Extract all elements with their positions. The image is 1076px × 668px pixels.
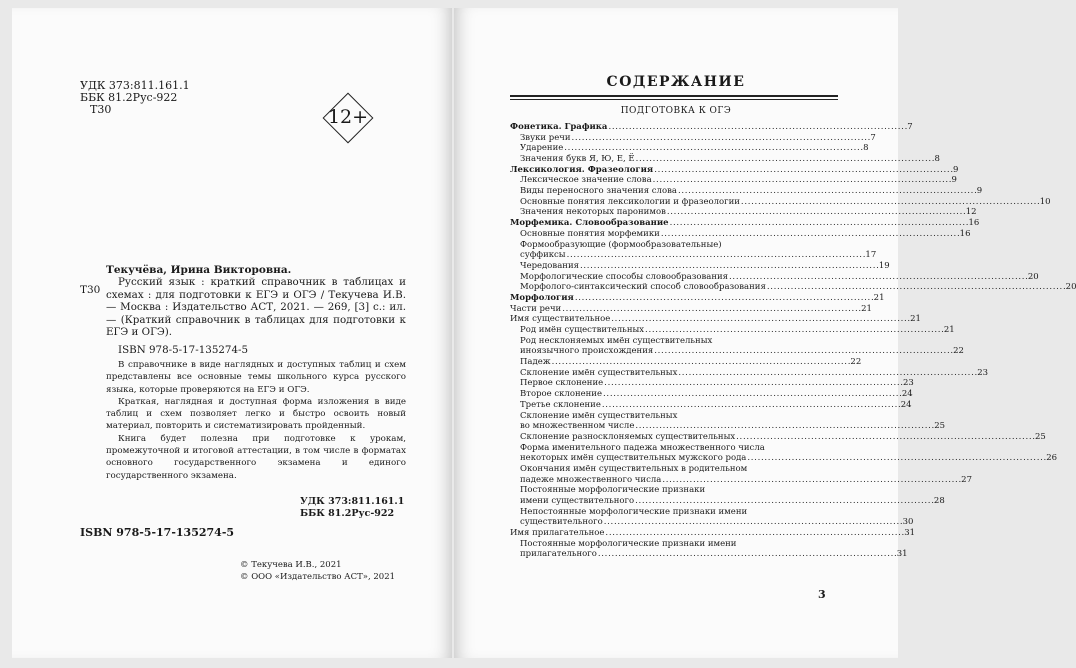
toc-item-page: 16 (968, 218, 980, 229)
toc-item (510, 517, 914, 528)
toc-item-label: Значения букв Я, Ю, Е, Ё (520, 154, 635, 165)
toc-leader-dots (670, 218, 968, 229)
toc-leader-dots (602, 400, 900, 411)
toc-item-label: Основные понятия морфемики (520, 228, 660, 239)
toc-item-label: Имя прилагательное (510, 528, 605, 539)
toc-item (510, 399, 912, 411)
toc-item (510, 421, 946, 432)
toc-item-page: 31 (904, 528, 916, 539)
title-rule (510, 95, 838, 97)
annotation-paragraph: В справочнике в виде наглядных и доступных таблиц и схем представлены все основные темы школьного курса русского языка, которые проверяются на ЕГЭ и ОГЭ. (106, 360, 406, 395)
toc-item-page: 22 (850, 357, 862, 368)
toc-item (510, 164, 959, 176)
toc-item (510, 196, 1051, 208)
page-number: 3 (818, 588, 826, 601)
copyright-line: © Текучева И.В., 2021 (240, 560, 342, 570)
bbk-line: ББК 81.2Рус-922 (80, 91, 178, 104)
toc-item (510, 357, 862, 368)
copyright-block (240, 559, 395, 583)
toc-item-label: Первое склонение (520, 378, 604, 389)
toc-item (510, 175, 957, 186)
toc-item (510, 186, 983, 197)
toc-item-label: Второе склонение (520, 389, 603, 400)
toc-item-page: 25 (934, 421, 946, 432)
toc-item-label: во множественном числе (520, 421, 635, 432)
toc-item-page: 21 (943, 325, 955, 336)
toc-item (510, 367, 989, 379)
toc-item (510, 260, 890, 272)
toc-leader-dots (572, 133, 870, 144)
toc-item-page: 28 (933, 496, 945, 507)
toc-item-label: Части речи (510, 303, 562, 314)
toc-item-page: 17 (865, 250, 877, 261)
isbn-bottom: ISBN 978-5-17-135274-5 (80, 526, 235, 539)
toc-leader-dots (598, 549, 896, 560)
toc-item-label: иноязычного происхождения (520, 346, 654, 357)
toc-item-label: Склонение разносклоняемых существительных (520, 431, 736, 442)
toc-item (510, 250, 877, 261)
toc-item (510, 474, 972, 486)
toc-item-line: Окончания имён существительных в родительном (520, 464, 748, 474)
toc-item (510, 314, 921, 325)
toc-item-page: 19 (878, 260, 890, 271)
toc-item-label: Чередования (520, 260, 579, 271)
toc-leader-dots (747, 453, 1045, 464)
toc-leader-dots (635, 496, 933, 507)
toc-item-page: 16 (959, 228, 971, 239)
t30-code: Т30 (90, 103, 112, 116)
toc-item-label: Ударение (520, 143, 564, 154)
toc-item (510, 207, 977, 219)
toc-item-label: Падеж (520, 357, 551, 368)
toc-item-label: Лексическое значение слова (520, 175, 652, 186)
author-name: Текучёва, Ирина Викторовна. (106, 264, 292, 276)
toc-item-label: Виды переносного значения слова (520, 186, 677, 197)
left-page (12, 8, 452, 658)
toc-leader-dots (661, 229, 959, 240)
toc-item-label: суффиксы (520, 250, 566, 261)
toc-item-label: Фонетика. Графика (510, 121, 608, 132)
toc-item (510, 132, 876, 144)
toc-leader-dots (604, 517, 902, 528)
toc-item-page: 27 (961, 474, 972, 485)
toc-item-page: 23 (977, 367, 989, 378)
toc-item-label: Имя существительное (510, 314, 611, 325)
toc-item-page: 9 (953, 164, 959, 175)
toc-item (510, 528, 916, 539)
toc-item-line: Форма именительного падежа множественного числа (520, 442, 765, 453)
toc-item-label: некоторых имён существительных мужского рода (520, 453, 747, 464)
toc-item-line: Род несклоняемых имён существительных (520, 335, 713, 346)
toc-leader-dots (552, 357, 850, 368)
toc-item-page: 8 (934, 154, 940, 165)
bibliographic-record: Русский язык : краткий справочник в таблицах и схемах : для подготовки к ЕГЭ и ОГЭ / Текучева И.В. — Москва : Издательство АСТ, 2021. — 269, [3] с.: ил. — (Краткий справочник в таблицах для подготовки к ЕГЭ и ОГЭ). (106, 276, 406, 338)
annotation-paragraph: Краткая, наглядная и доступная форма изложения в виде таблиц и схем позволяет легко и быстро освоить новый материал, повторить и систематизировать пройденный. (106, 396, 406, 432)
udk-block-bottom (300, 496, 404, 520)
toc-item-page: 22 (953, 346, 964, 357)
toc-item-label: имени существительного (520, 496, 635, 507)
udk-block-top (80, 80, 190, 116)
udk-line: УДК 373:811.161.1 (300, 496, 405, 507)
toc-leader-dots (605, 528, 903, 539)
toc-leader-dots (575, 293, 873, 304)
toc-leader-dots (635, 421, 933, 432)
toc-item (510, 271, 1039, 283)
toc-item (510, 282, 1076, 293)
toc-item-label: падеже множественного числа (520, 474, 662, 485)
toc-item-page: 21 (861, 303, 872, 314)
toc-item-page: 24 (901, 389, 913, 400)
toc-leader-dots (678, 186, 976, 197)
toc-item-line: Непостоянные морфологические признаки имени (520, 506, 748, 517)
toc-item-label: Значения некоторых паронимов (520, 207, 666, 218)
toc-leader-dots (767, 282, 1065, 293)
isbn-record: ISBN 978-5-17-135274-5 (118, 344, 249, 356)
toc-item (510, 154, 940, 165)
toc-item (510, 121, 913, 133)
toc-item-page: 20 (1027, 271, 1039, 282)
toc-item-page: 7 (907, 121, 913, 132)
toc-item-label: Морфологические способы словообразования (520, 271, 729, 282)
toc-item-label: Род имён существительных (520, 325, 645, 336)
toc-leader-dots (667, 207, 965, 218)
toc-item-label: Звуки речи (520, 132, 571, 143)
toc-leader-dots (611, 314, 909, 325)
toc-item-label: существительного (520, 517, 603, 528)
toc-item-page: 9 (951, 175, 957, 186)
toc-leader-dots (662, 475, 960, 486)
toc-leader-dots (603, 389, 901, 400)
title-rule-thin (510, 99, 838, 100)
annotation-paragraph: Книга будет полезна при подготовке к урокам, промежуточной и итоговой аттестации, в том числе в форматах основного государственного экзамена и единого государственного экзамена. (106, 433, 406, 481)
toc-leader-dots (654, 165, 952, 176)
toc-item (510, 549, 908, 561)
toc-item (510, 431, 1046, 443)
toc-item-page: 21 (873, 292, 885, 303)
toc-title: СОДЕРЖАНИЕ (606, 74, 746, 90)
copyright-line: © ООО «Издательство АСТ», 2021 (240, 572, 396, 582)
t30-side-code: Т30 (80, 284, 101, 296)
right-page (454, 8, 1076, 658)
toc-item-label: Склонение имён существительных (520, 367, 678, 378)
toc-item (510, 143, 869, 154)
toc-item (510, 292, 885, 304)
toc-item (510, 325, 955, 336)
toc-item-label: Третье склонение (520, 399, 601, 410)
toc-item-line: Постоянные морфологические признаки (520, 485, 706, 496)
toc-leader-dots (741, 197, 1039, 208)
toc-item-label: Основные понятия лексикологии и фразеологии (520, 196, 740, 207)
toc-leader-dots (567, 250, 865, 261)
toc-item-label: Морфология (510, 292, 574, 303)
udk-line: УДК 373:811.161.1 (80, 79, 190, 92)
toc-item (510, 496, 945, 507)
toc-item-page: 24 (900, 399, 912, 410)
table-of-contents (510, 121, 1076, 560)
toc-leader-dots (678, 368, 976, 379)
toc-item (510, 378, 914, 390)
toc-item-page: 20 (1065, 282, 1076, 293)
toc-item (510, 346, 964, 357)
toc-item-line: Постоянные морфологические признаки имени (520, 538, 737, 549)
toc-item-page: 7 (870, 132, 876, 143)
toc-item-page: 10 (1039, 196, 1051, 207)
toc-leader-dots (636, 154, 934, 165)
toc-leader-dots (604, 378, 902, 389)
toc-item-label: Лексикология. Фразеология (510, 164, 654, 175)
section-heading: ПОДГОТОВКА К ОГЭ (620, 106, 732, 116)
toc-leader-dots (608, 122, 906, 133)
toc-item-page: 12 (965, 207, 977, 218)
toc-leader-dots (653, 175, 951, 186)
toc-leader-dots (580, 261, 878, 272)
toc-item-page: 31 (896, 549, 908, 560)
toc-leader-dots (654, 346, 952, 357)
toc-item-page: 30 (902, 517, 914, 528)
toc-item-label: Морфолого-синтаксический способ словообразования (520, 282, 766, 293)
toc-item-page: 25 (1034, 431, 1046, 442)
toc-item-label: прилагательного (520, 549, 597, 560)
toc-item-page: 9 (976, 186, 983, 197)
toc-leader-dots (729, 272, 1027, 283)
annotation (106, 359, 406, 482)
toc-item-page: 23 (903, 378, 914, 389)
toc-item (510, 389, 913, 400)
toc-item (510, 228, 971, 240)
toc-item (510, 303, 872, 315)
toc-item-label: Морфемика. Словообразование (510, 218, 669, 229)
toc-item (510, 218, 980, 229)
toc-item (510, 453, 1058, 464)
toc-item-page: 8 (863, 143, 869, 154)
toc-leader-dots (736, 432, 1034, 443)
toc-leader-dots (562, 304, 860, 315)
toc-leader-dots (564, 143, 862, 154)
bbk-line: ББК 81.2Рус-922 (300, 508, 395, 519)
age-rating-badge (324, 94, 372, 142)
toc-item-line: Склонение имён существительных (520, 410, 678, 421)
toc-item-page: 21 (910, 314, 921, 325)
toc-item-page: 26 (1046, 453, 1058, 464)
toc-leader-dots (645, 325, 943, 336)
toc-item-line: Формообразующие (формообразовательные) (520, 239, 722, 250)
age-rating-text: 12+ (327, 106, 369, 128)
